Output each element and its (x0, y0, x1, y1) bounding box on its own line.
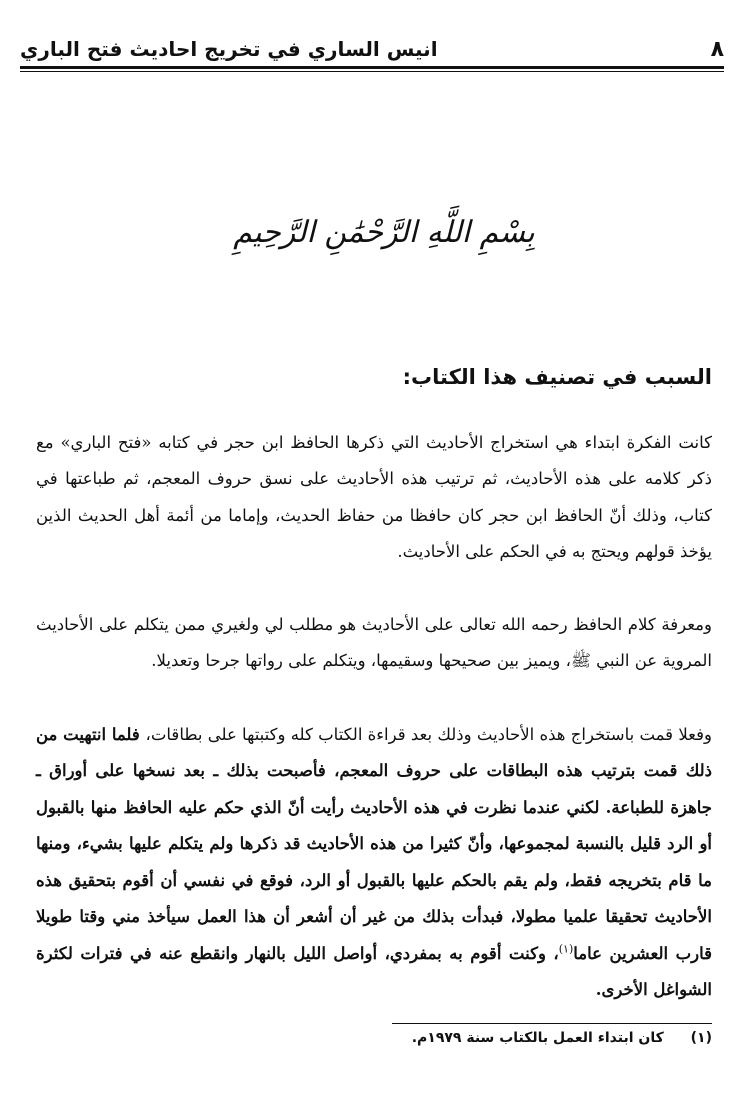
basmala-calligraphy: بِسْمِ اللَّهِ الرَّحْمَٰنِ الرَّحِيمِ (233, 215, 535, 250)
footnote (40, 1030, 712, 1046)
footnote-number: (١) (690, 1030, 712, 1046)
footnote-text: كان ابتداء العمل بالكتاب سنة ١٩٧٩م. (411, 1030, 664, 1046)
paragraph-3-part-a: وفعلا قمت باستخراج هذه الأحاديث وذلك بعد قراءة الكتاب كله وكتبتها على بطاقات، (145, 724, 712, 744)
footnote-reference[interactable]: (١) (558, 942, 574, 955)
section-heading: السبب في تصنيف هذا الكتاب: (402, 365, 712, 389)
paragraph-3-part-c: ، وكنت أقوم به بمفردي، أواصل الليل بالنهار وانقطع عنه في فترات لكثرة الشواغل الأخرى. (36, 943, 712, 999)
header-divider (20, 66, 724, 72)
page-number: ٨ (710, 36, 724, 62)
running-title: انيس الساري في تخريج احاديث فتح الباري (20, 37, 438, 61)
paragraph-1: كانت الفكرة ابتداء هي استخراج الأحاديث التي ذكرها الحافظ ابن حجر في كتابه «فتح الباري» مع ذكر كلامه على هذه الأحاديث، ثم ترتيب هذه الأحاديث على نسق حروف المعجم، ثم طباعتها في كتاب، وذلك أنّ الحافظ ابن حجر كان حافظا من حفاظ الحديث، وإماما من أئمة أهل الحديث الذين يؤخذ قولهم ويحتج به في الحكم على الأحاديث. (36, 432, 712, 561)
paragraph-2: ومعرفة كلام الحافظ رحمه الله تعالى على الأحاديث هو مطلب لي ولغيري ممن يتكلم على الأحاديث المروية عن النبي ﷺ، ويميز بين صحيحها وسقيمها، ويتكلم على رواتها جرحا وتعديلا. (36, 614, 712, 670)
page-header (20, 32, 724, 66)
footnote-divider (392, 1023, 712, 1024)
paragraph-3-part-b: فلما انتهيت من ذلك قمت بترتيب هذه البطاقات على حروف المعجم، فأصبحت بذلك ـ بعد نسخها على أوراق ـ جاهزة للطباعة. لكني عندما نظرت في هذه الأحاديث رأيت أنّ الذي حكم عليه الحافظ منها بالقبول أو الرد قليل بالنسبة لمجموعها، وأنّ كثيرا من هذه الأحاديث قد ذكرها ولم يتكلم عليها بشيء، ومنها ما قام بتخريجه فقط، ولم يقم بالحكم عليها بالقبول أو الرد، فوقع في نفسي أن أقوم بتحقيق هذه الأحاديث تحقيقا علميا مطولا، فبدأت بذلك من غير أن أشعر أن هذا العمل سيأخذ مني وقتا طويلا قارب العشرين عاما (36, 724, 712, 963)
paragraph-3 (36, 717, 712, 1009)
